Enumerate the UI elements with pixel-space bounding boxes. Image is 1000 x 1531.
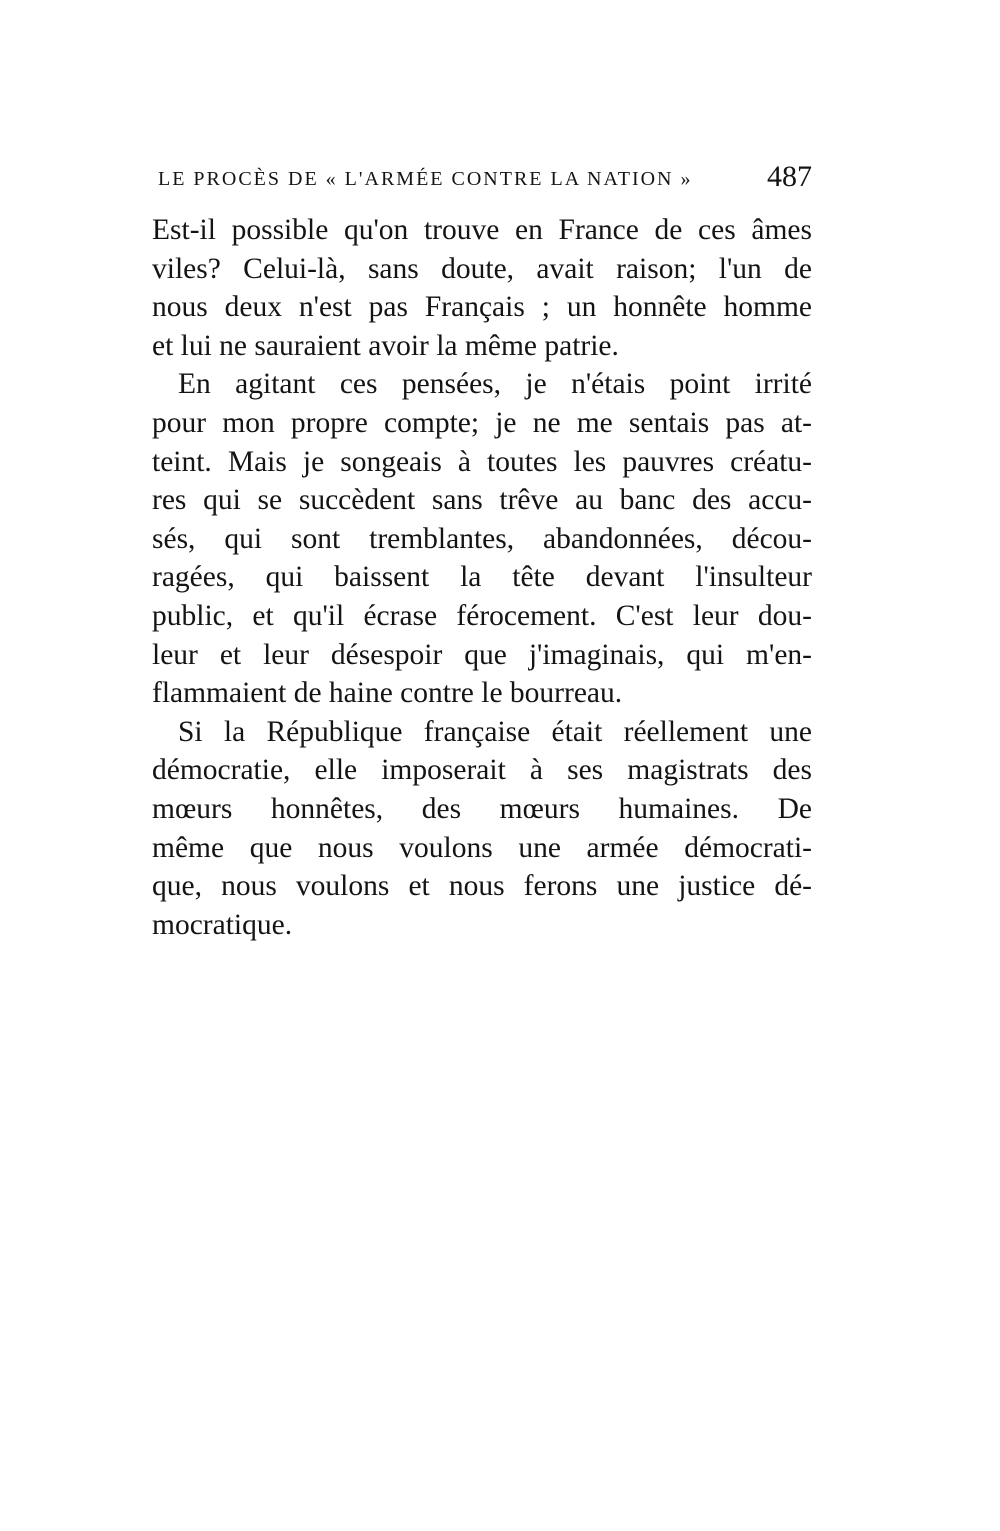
text-line: Si la République française était réellement une	[178, 715, 812, 748]
text-line: viles? Celui-là, sans doute, avait raison; l'un de	[152, 252, 812, 285]
text-line: mocratique.	[152, 908, 293, 941]
text-line: En agitant ces pensées, je n'étais point irrité	[178, 368, 812, 401]
text-line: Est-il possible qu'on trouve en France de ces âmes	[152, 214, 812, 246]
text-line: res qui se succèdent sans trêve au banc des accu-	[152, 484, 812, 517]
text-line: flammaient de haine contre le bourreau.	[152, 677, 623, 710]
text-line: démocratie, elle imposerait à ses magistrats des	[152, 754, 812, 787]
page-number: 487	[767, 160, 812, 193]
text-line: nous deux n'est pas Français ; un honnête homme	[152, 291, 812, 324]
text-line: et lui ne sauraient avoir la même patrie.	[152, 329, 619, 362]
running-head	[158, 160, 810, 200]
text-line: que, nous voulons et nous ferons une justice dé-	[152, 870, 812, 903]
running-title: LE PROCÈS DE « L'ARMÉE CONTRE LA NATION »	[158, 168, 693, 190]
text-line: mœurs honnêtes, des mœurs humaines. De	[152, 792, 812, 825]
text-line: pour mon propre compte; je ne me sentais pas at-	[152, 406, 812, 439]
text-line: public, et qu'il écrase férocement. C'est leur dou-	[152, 599, 812, 632]
text-line: leur et leur désespoir que j'imaginais, qui m'en-	[152, 638, 812, 671]
text-line: ragées, qui baissent la tête devant l'insulteur	[152, 561, 812, 594]
body-text	[152, 211, 812, 944]
text-line: teint. Mais je songeais à toutes les pauvres créatu-	[152, 445, 812, 478]
text-line: sés, qui sont tremblantes, abandonnées, décou-	[152, 522, 812, 555]
text-line: même que nous voulons une armée démocrati-	[152, 831, 812, 864]
